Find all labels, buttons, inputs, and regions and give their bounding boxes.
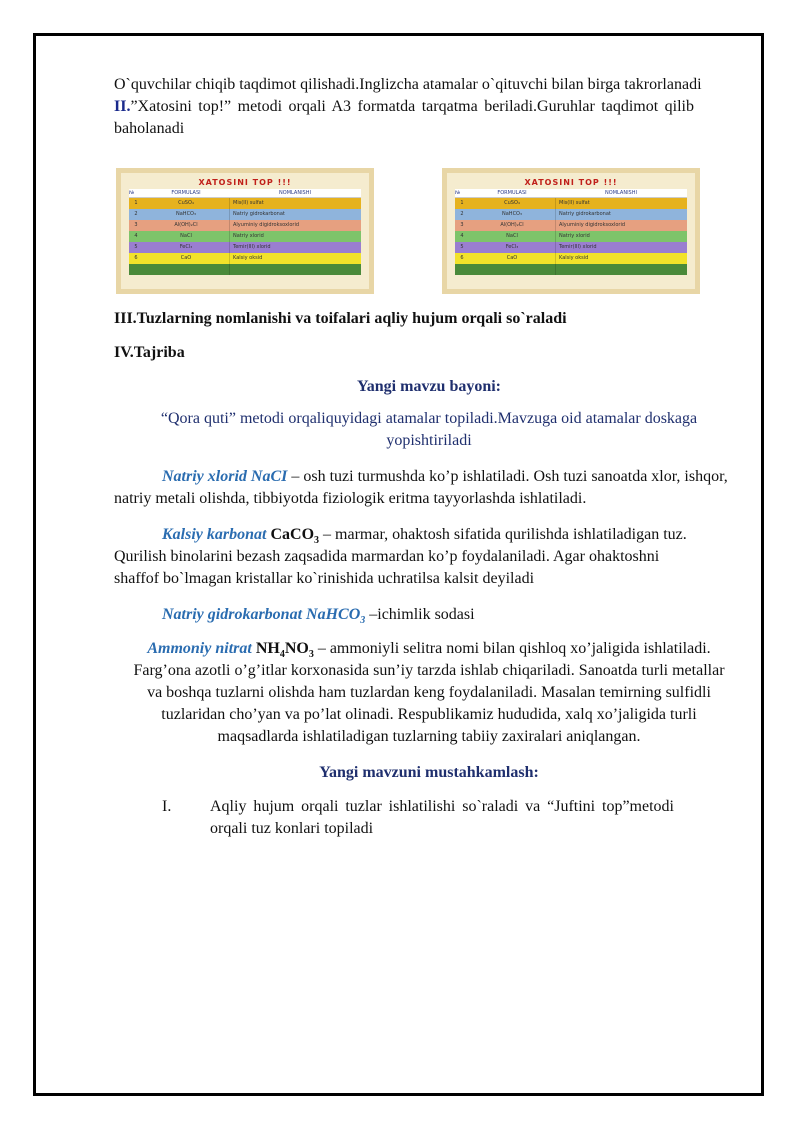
table-cell-num [129,264,143,275]
caco3-term: Kalsiy karbonat [162,526,267,543]
header-num: № [455,190,461,196]
table-row [129,231,361,242]
table-cell-num: 5 [460,244,464,250]
header-formula: FORMULASI [497,190,527,196]
xatosini-top-table-image-1 [116,168,374,294]
caco3-text: – marmar, ohaktosh sifatida qurilishda ishlatiladigan tuz. Qurilish binolarini bezash zaqsadida marmardan ko’p foydalaniladi. Agar ohaktoshni shaffof bo`lmagan kristallar ko`rinishida uchratilsa kalsit deyiladi [114,526,687,587]
table-cell-formula: Al(OH)₂Cl [143,220,230,231]
caco3-paragraph [114,524,744,590]
section-title-new-topic: Yangi mavzu bayoni: [356,378,502,395]
table-cell-formula: Al(OH)₂Cl [469,220,556,231]
table-cell-formula: FeCl₃ [469,242,556,253]
nahco3-term: Natriy gidrokarbonat NaHCO$_3$ [162,606,366,627]
table-row [455,264,687,275]
heading-iv: IV.Tajriba [114,344,185,361]
table-cell-num: 1 [460,200,464,206]
nacl-term: Natriy xlorid NaCI [162,468,288,485]
qora-quti-paragraph: “Qora quti” metodi orqaliquyidagi atamalar topiladi.Mavzuga oid atamalar doskaga yopishtiriladi [160,410,698,449]
table-title: XATOSINI TOP !!! [524,178,618,187]
table-rows [129,198,361,275]
table-row [455,231,687,242]
table-row [129,198,361,209]
list-item-number: I. [162,798,172,815]
header-num: № [129,190,135,196]
table-row [129,264,361,275]
table-cell-num: 4 [134,233,138,239]
table-cell-formula: CaO [469,253,556,264]
table-header [455,189,687,198]
paragraph-intro: O`quvchilar chiqib taqdimot qilishadi.Inglizcha atamalar o`qituvchi bilan birga takrorlanadi [114,76,702,93]
table-cell-formula: CuSO₄ [143,198,230,209]
table-cell-name: Alyuminiy digidroksoxlorid [233,222,300,228]
table-cell-name: Natriy xlorid [233,233,264,239]
table-rows [455,198,687,275]
table-row [455,253,687,264]
table-cell-formula: NaCl [143,231,230,242]
table-cell-name: Kalsiy oksid [559,255,589,261]
table-row [129,220,361,231]
nahco3-text: –ichimlik sodasi [365,606,475,623]
nacl-text: – osh tuzi turmushda ko’p ishlatiladi. Osh tuzi sanoatda xlor, ishqor, natriy metali olishda, tibbiyotda fiziologik eritma tayyorlashda ishlatiladi. [114,468,728,507]
table-cell-name: Natriy gidrokarbonat [559,211,611,217]
paragraph-method-text: ”Xatosini top!” metodi orqali A3 formatda tarqatma beriladi.Guruhlar taqdimot qilib baholanadi [114,98,694,137]
table-cell-formula: NaHCO₃ [143,209,230,220]
table-row [455,220,687,231]
table-header [129,189,361,198]
xatosini-top-table-image-2 [442,168,700,294]
header-name: NOMLANISHI [279,190,311,196]
table-cell-name: Temir(III) xlorid [559,244,597,250]
header-name: NOMLANISHI [605,190,637,196]
heading-iii: III.Tuzlarning nomlanishi va toifalari aqliy hujum orqali so`raladi [114,310,567,327]
table-row [455,242,687,253]
table-cell-formula: CuSO₄ [469,198,556,209]
table-cell-num: 2 [134,211,138,217]
table-cell-name [230,264,361,275]
list-item-text: Aqliy hujum orqali tuzlar ishlatilishi so`raladi va “Juftini top”metodi orqali tuz konlari topiladi [210,798,674,837]
document-body [114,74,744,840]
table-row [455,198,687,209]
nh4no3-paragraph [114,638,744,748]
table-cell-formula: CaO [143,253,230,264]
table-cell-formula: FeCl₃ [143,242,230,253]
table-cell-formula [469,264,556,275]
table-cell-num: 6 [460,255,464,261]
table-title: XATOSINI TOP !!! [198,178,292,187]
table-cell-num: 3 [460,222,464,228]
table-cell-num: 4 [460,233,464,239]
table-cell-name: Temir(III) xlorid [233,244,271,250]
table-cell-formula: NaHCO₃ [469,209,556,220]
table-row [129,253,361,264]
nh4no3-formula: $NH_4NO_3$ [255,640,314,661]
nh4no3-term: Ammoniy nitrat [147,640,252,657]
table-row [455,209,687,220]
table-cell-name: Mis(II) sulfat [559,200,590,206]
nahco3-paragraph [114,604,744,626]
table-cell-name: Natriy gidrokarbonat [233,211,285,217]
table-cell-name: Natriy xlorid [559,233,590,239]
table-cell-num: 3 [134,222,138,228]
table-row [129,242,361,253]
table-cell-name [556,264,687,275]
table-cell-formula [143,264,230,275]
table-row [129,209,361,220]
table-cell-formula: NaCl [469,231,556,242]
paragraph-method [114,96,694,140]
table-cell-num: 5 [134,244,138,250]
nacl-paragraph [114,466,744,510]
table-cell-name: Mis(II) sulfat [233,200,264,206]
table-cell-num: 2 [460,211,464,217]
table-cell-name: Kalsiy oksid [233,255,263,261]
table-cell-name: Alyuminiy digidroksoxlorid [559,222,626,228]
section-numeral: II. [114,98,131,115]
caco3-formula: CaCO$_3$ [270,526,320,547]
table-cell-num: 6 [134,255,138,261]
header-formula: FORMULASI [171,190,201,196]
table-cell-num [455,264,469,275]
table-cell-num: 1 [134,200,138,206]
section-title-reinforce: Yangi mavzuni mustahkamlash: [319,764,539,781]
nh4no3-text: – ammoniyli selitra nomi bilan qishloq xo’jaligida ishlatiladi. Farg’ona azotli o’g’itlar korxonasida sun’iy tarzda ishlab chiqariladi. Sanoatda turli metallar va boshqa tuzlarni olishda ham tuzlardan keng foydalaniladi. Masalan temirning sulfidli tuzlaridan cho’yan va po’lat olinadi. Respublikamiz hududida, xalq xo’jaligida turli maqsadlarda ishlatiladigan tuzlarning tabiiy zaxiralari aniqlangan. [133,640,725,745]
list-item [162,796,744,840]
table-images-row [114,168,744,294]
